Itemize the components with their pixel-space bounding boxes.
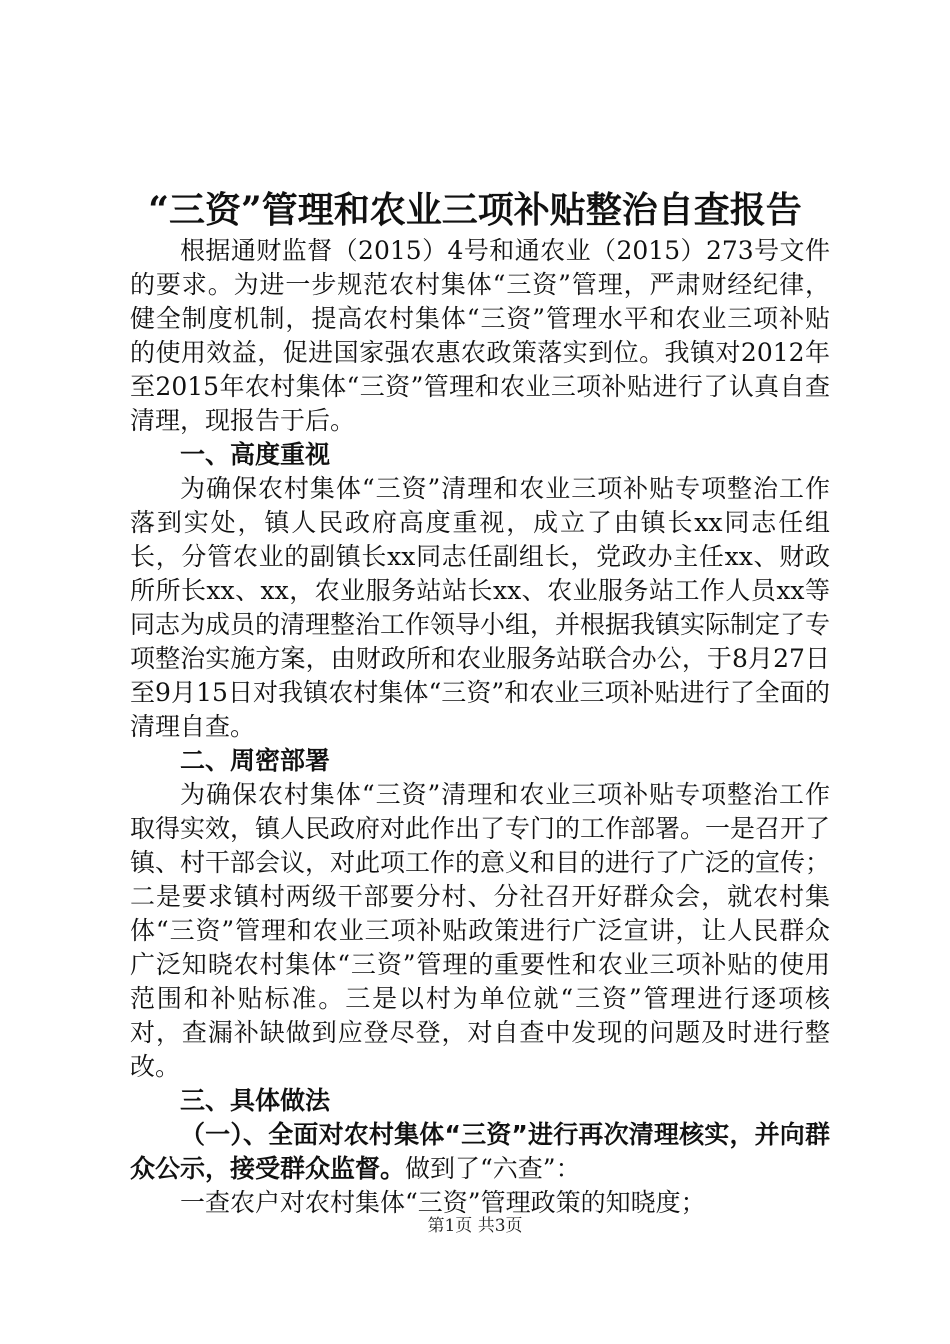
subsection-heading-1-tail: 做到了“六查”： xyxy=(405,1154,581,1183)
section-2-paragraph: 为确保农村集体“三资”清理和农业三项补贴专项整治工作取得实效，镇人民政府对此作出了专门的工作部署。一是召开了镇、村干部会议，对此项工作的意义和目的进行了广泛的宣传；二是要求镇村两级干部要分村、分社召开好群众会，就农村集体“三资”管理和农业三项补贴政策进行广泛宣讲，让人民群众广泛知晓农村集体“三资”管理的重要性和农业三项补贴的使用范围和补贴标准。三是以村为单位就“三资”管理进行逐项核对，查漏补缺做到应登尽登，对自查中发现的问题及时进行整改。 xyxy=(130,780,831,1081)
section-heading-2: 二、周密部署 xyxy=(180,746,331,775)
section-heading-3: 三、具体做法 xyxy=(180,1086,331,1115)
section-heading-1: 一、高度重视 xyxy=(180,440,331,469)
intro-paragraph: 根据通财监督（2015）4号和通农业（2015）273号文件的要求。为进一步规范农村集体“三资”管理，严肃财经纪律，健全制度机制，提高农村集体“三资”管理水平和农业三项补贴的使用效益，促进国家强农惠农政策落实到位。我镇对2012年至2015年农村集体“三资”管理和农业三项补贴进行了认真自查清理，现报告于后。 xyxy=(130,236,830,435)
document-title: “三资”管理和农业三项补贴整治自查报告 xyxy=(148,189,802,231)
subsection-heading-1-bold: （一）、全面对农村集体“三资”进行再次清理核实，并向群众公示，接受群众监督。 xyxy=(130,1120,830,1183)
check-item-1: 一查农户对农村集体“三资”管理政策的知晓度； xyxy=(180,1188,706,1217)
section-1-paragraph: 为确保农村集体“三资”清理和农业三项补贴专项整治工作落到实处，镇人民政府高度重视，成立了由镇长xx同志任组长，分管农业的副镇长xx同志任副组长，党政办主任xx、财政所所长xx、xx，农业服务站站长xx、农业服务站工作人员xx等同志为成员的清理整治工作领导小组，并根据我镇实际制定了专项整治实施方案，由财政所和农业服务站联合办公，于8月27日至9月15日对我镇农村集体“三资”和农业三项补贴进行了全面的清理自查。 xyxy=(130,474,831,741)
subsection-heading-1 xyxy=(130,1118,830,1186)
document-body xyxy=(130,234,830,1220)
page-footer: 第1页 共3页 xyxy=(427,1216,523,1236)
